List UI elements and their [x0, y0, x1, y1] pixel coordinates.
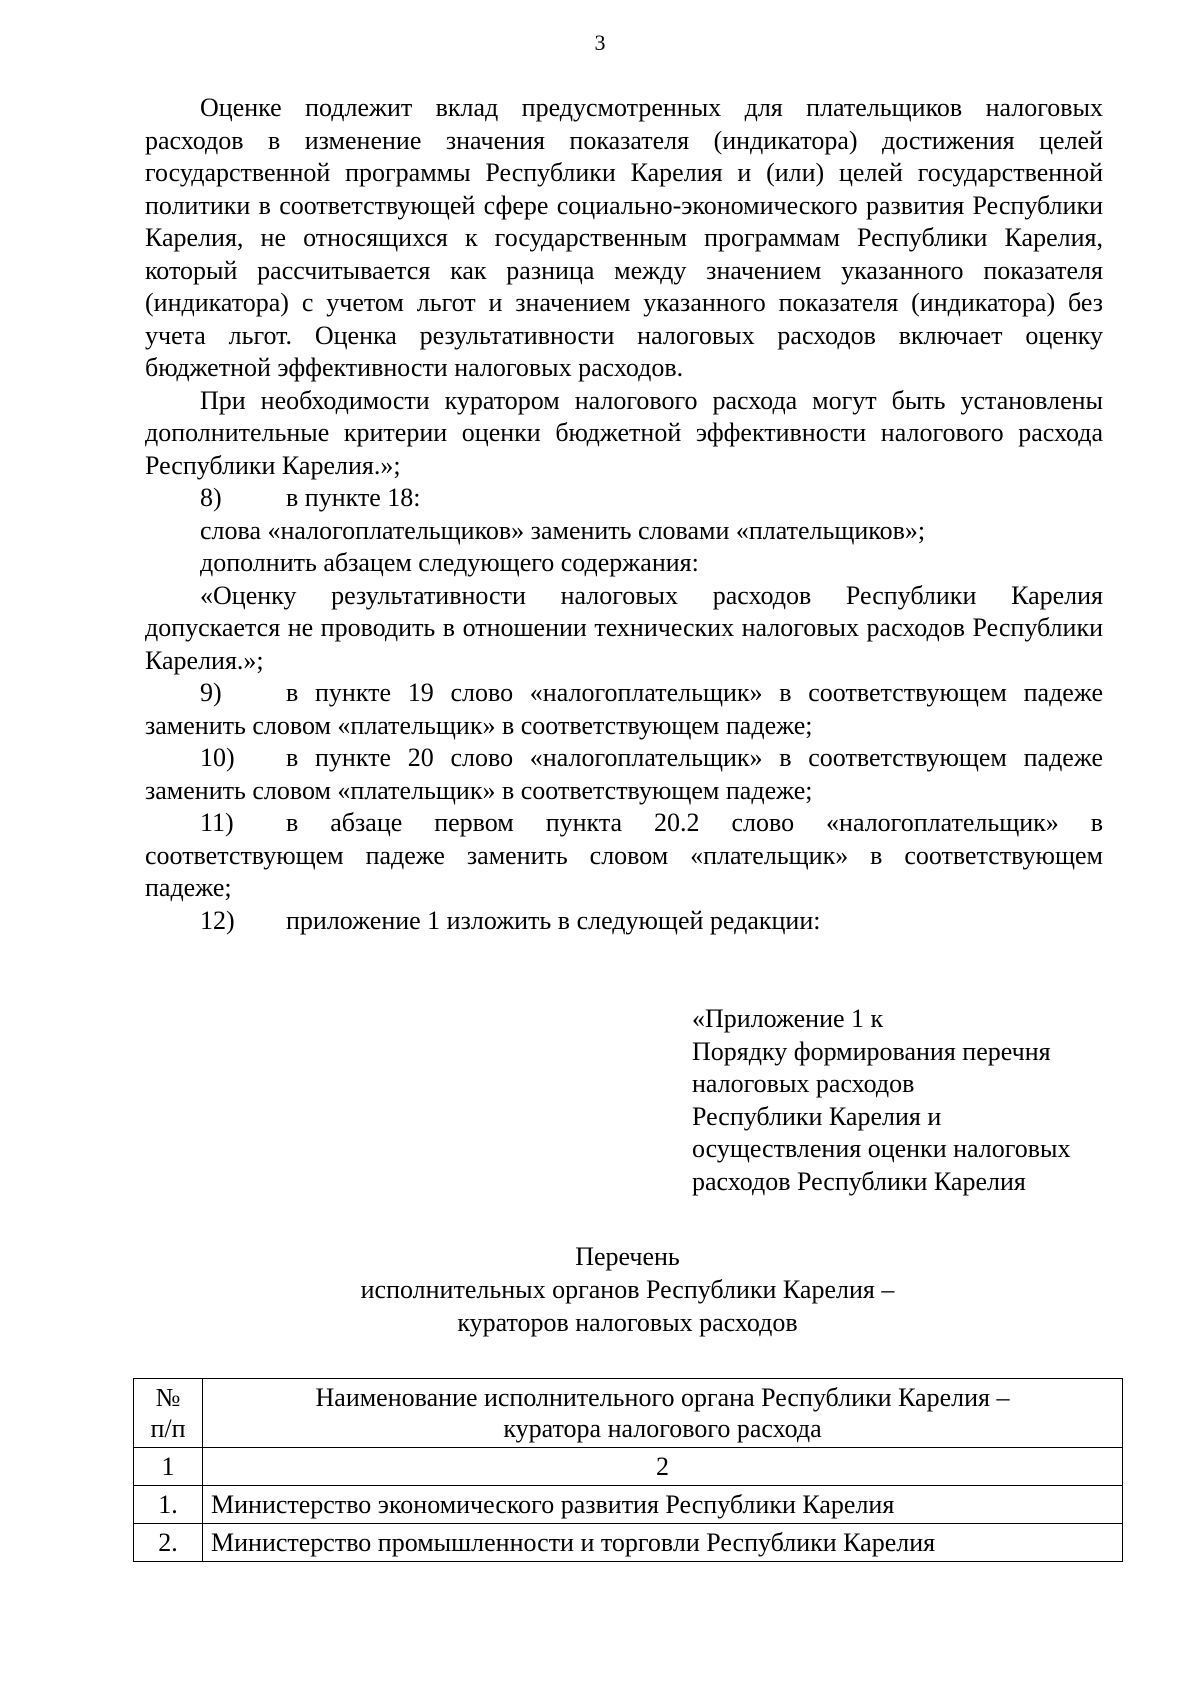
list-item-number: 9)	[200, 678, 222, 707]
paragraph-replace-words: слова «налогоплательщиков» заменить словами «плательщиков»;	[200, 515, 926, 545]
list-title	[0, 1240, 1200, 1339]
index-cell: 1	[134, 1448, 203, 1486]
header-name-line: куратора налогового расхода	[503, 1414, 822, 1443]
list-item-number: 8)	[200, 483, 222, 512]
header-name-cell	[203, 1379, 1123, 1448]
list-item-number: 12)	[200, 905, 235, 935]
list-title-line: Перечень	[575, 1242, 680, 1271]
table-index-row	[134, 1448, 1123, 1486]
list-item-8	[145, 482, 1103, 515]
header-number-abbrev: п/п	[150, 1414, 186, 1443]
page-number: 3	[594, 30, 606, 55]
header-number-symbol: №	[155, 1383, 181, 1412]
row-number-cell: 1.	[134, 1486, 203, 1524]
row-number-cell: 2.	[134, 1524, 203, 1562]
table-header-row	[134, 1379, 1123, 1448]
list-item-9	[145, 677, 1103, 742]
appendix-note-line: Республики Карелия и	[692, 1101, 942, 1131]
paragraph-add-clause: дополнить абзацем следующего содержания:	[200, 548, 699, 577]
paragraph-evaluation: Оценке подлежит вклад предусмотренных для плательщиков налоговых расходов в изменение значения показателя (индикатора) достижения целей государственной программы Республики Карелия и (или) целей государственной политики в соответствующей сфере социально-экономического развития Республики Карелия, не относящихся к государственным программам Республики Карелия, который рассчитывается как разница между значением указанного показателя (индикатора) с учетом льгот и значением указанного показателя (индикатора) без учета льгот. Оценка результативности налоговых расходов включает оценку бюджетной эффективности налоговых расходов.	[145, 93, 1103, 382]
paragraph-quoted-clause: «Оценку результативности налоговых расходов Республики Карелия допускается не проводить в отношении технических налоговых расходов Республики Карелия.»;	[145, 580, 1103, 675]
list-item-text: в пункте 18:	[286, 483, 421, 512]
appendix-note-line: расходов Республики Карелия	[692, 1166, 1026, 1196]
appendix-note-line: «Приложение 1 к	[692, 1004, 884, 1033]
list-item-10	[145, 742, 1103, 807]
list-item-number: 11)	[200, 808, 234, 837]
list-title-line: исполнительных органов Республики Карелия –	[360, 1275, 895, 1304]
list-item-text: в пункте 20 слово «налогоплательщик» в соответствующем падеже заменить словом «плательщик» в соответствующем падеже;	[145, 743, 1103, 805]
appendix-note-line: налоговых расходов	[692, 1069, 915, 1098]
document-body	[145, 92, 1103, 937]
list-item-text: в абзаце первом пункта 20.2 слово «налогоплательщик» в соответствующем падеже заменить словом «плательщик» в соответствующем падеже;	[145, 808, 1103, 902]
appendix-note	[692, 1003, 1112, 1198]
appendix-note-line: Порядку формирования перечня	[692, 1036, 1051, 1066]
list-item-number: 10)	[200, 743, 235, 772]
table-row	[134, 1524, 1123, 1562]
list-item-11	[145, 807, 1103, 905]
curators-table	[133, 1378, 1123, 1562]
appendix-note-line: осуществления оценки налоговых	[692, 1134, 1071, 1163]
table-row	[134, 1486, 1123, 1524]
list-title-line: кураторов налоговых расходов	[457, 1308, 798, 1337]
row-name-cell: Министерство экономического развития Республики Карелия	[203, 1486, 1123, 1524]
index-cell: 2	[203, 1448, 1123, 1486]
row-name-cell: Министерство промышленности и торговли Республики Карелия	[203, 1524, 1123, 1562]
header-name-line: Наименование исполнительного органа Республики Карелия –	[315, 1383, 1010, 1412]
list-item-text: в пункте 19 слово «налогоплательщик» в соответствующем падеже заменить словом «плательщик» в соответствующем падеже;	[145, 678, 1103, 740]
paragraph-additional-criteria: При необходимости куратором налогового расхода могут быть установлены дополнительные критерии оценки бюджетной эффективности налогового расхода Республики Карелия.»;	[145, 385, 1103, 480]
list-item-text: приложение 1 изложить в следующей редакции:	[286, 905, 821, 935]
list-item-12	[145, 905, 1103, 938]
header-number-cell	[134, 1379, 203, 1448]
